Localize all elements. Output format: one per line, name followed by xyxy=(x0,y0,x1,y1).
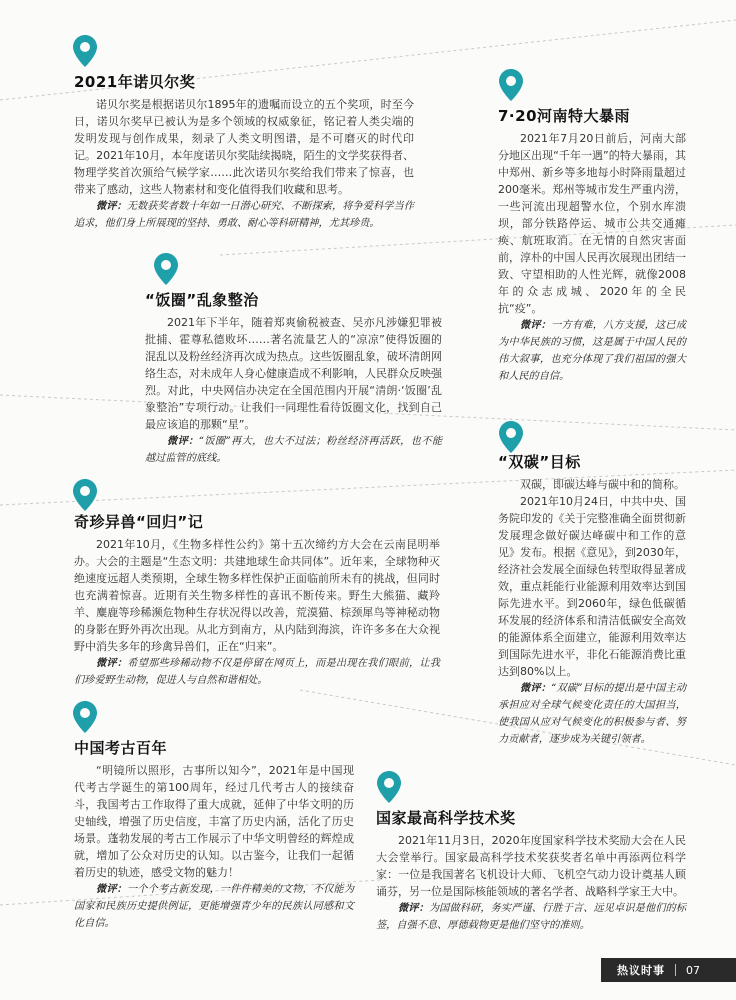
article-body: 2021年下半年，随着郑爽偷税被查、吴亦凡涉嫌犯罪被批捕、霍尊私德败坏……著名流量艺人的“凉凉”使得饭圈的混乱以及粉丝经济再次成为热点。这些饭圈乱象，破坏清朗网络生态，对未成年人身心健康造成不利影响，人民群众反映强烈。对此，中央网信办决定在全国范围内开展“清朗·‘饭圈’乱象整治”专项行动。让我们一同理性看待饭圈文化，找到自己最应该追的那颗“星”。 xyxy=(145,316,442,431)
article-comment xyxy=(74,881,354,932)
article-title: 7·20河南特大暴雨 xyxy=(498,107,631,125)
article-title: 中国考古百年 xyxy=(74,739,168,757)
footer-divider xyxy=(675,964,676,976)
article-body: 2021年10月，《生物多样性公约》第十五次缔约方大会在云南昆明举办。大会的主题是“生态文明：共建地球生命共同体”。近年来，全球物种灭绝速度远超人类预期，全球生物多样性保护正面临前所未有的挑战，但同时也充满着惊喜。近期有关生物多样性的喜讯不断传来。野生大熊猫、藏羚羊、麋鹿等珍稀濒危物种生存状况得以改善，荒漠猫、棕颈犀鸟等神秘动物的身影在野外再次出现。从北方到南方，从内陆到海滨，许许多多在大众视野中消失多年的珍禽异兽们，正在“归来”。 xyxy=(74,538,440,653)
comment-label: 微评： xyxy=(520,682,552,694)
article-comment xyxy=(498,317,686,385)
article-nobel xyxy=(74,72,414,232)
article-title: 2021年诺贝尔奖 xyxy=(74,73,196,91)
article-comment xyxy=(74,198,414,232)
map-pin-icon xyxy=(376,770,402,804)
article-keji xyxy=(376,808,686,934)
article-body: 2021年11月3日，2020年度国家科学技术奖励大会在人民大会堂举行。国家最高科学技术奖获奖者名单中再添两位科学家：一位是我国著名飞机设计大师、飞机空气动力设计奠基人顾诵芬，另一位是国际核能领域的著名学者、战略科学家王大中。 xyxy=(376,834,686,898)
footer-section xyxy=(601,958,710,982)
comment-label: 微评： xyxy=(96,883,127,895)
page-footer xyxy=(601,958,736,982)
comment-text: 希望那些珍稀动物不仅是停留在网页上，而是出现在我们眼前，让我们珍爱野生动物，促进人与自然和谐相处。 xyxy=(74,658,440,686)
article-body: 诺贝尔奖是根据诺贝尔1895年的遗嘱而设立的五个奖项，时至今日，诺贝尔奖早已被认为是多个领域的权威象征，铭记着人类尖端的发明发现与创作成果，刻录了人类文明图谱，是不可磨灭的时代印记。2021年10月，本年度诺贝尔奖陆续揭晓，陌生的文学奖获得者、物理学奖首次颁给气候学家……此次诺贝尔奖给我们带来了惊喜，也带来了感动，这些人物素材和变化值得我们收藏和思考。 xyxy=(74,98,414,196)
article-body: 2021年7月20日前后，河南大部分地区出现“千年一遇”的特大暴雨，其中郑州、新乡等多地每小时降雨量超过200毫米。郑州等城市发生严重内涝，一些河流出现超警水位，个别水库溃坝，部分铁路停运、城市公共交通瘫痪、航班取消。在无情的自然灾害面前，淳朴的中国人民再次展现出团结一致、守望相助的人性光辉，就像2008年的众志成城、2020年的全民抗“疫”。 xyxy=(498,132,686,315)
comment-text: 一方有难，八方支援，这已成为中华民族的习惯，这是属于中国人民的伟大叙事，也充分体现了我们祖国的强大和人民的自信。 xyxy=(498,320,687,382)
comment-label: 微评： xyxy=(520,319,552,331)
map-pin-icon xyxy=(72,478,98,512)
comment-label: 微评： xyxy=(96,657,128,669)
map-pin-icon xyxy=(153,252,179,286)
article-comment xyxy=(498,680,686,748)
article-kaogu xyxy=(74,738,354,932)
article-comment xyxy=(376,900,686,934)
comment-text: “双碳”目标的提出是中国主动承担应对全球气候变化责任的大国担当，使我国从应对气候变化的积极参与者、努力贡献者，逐步成为关键引领者。 xyxy=(498,683,687,745)
comment-label: 微评： xyxy=(96,200,127,212)
article-body: 双碳，即碳达峰与碳中和的简称。 xyxy=(520,478,685,491)
article-title: 奇珍异兽“回归”记 xyxy=(74,513,204,531)
article-comment xyxy=(145,433,442,467)
comment-text: 一个个考古新发现，一件件精美的文物，不仅能为国家和民族历史提供例证，更能增强青少年的民族认同感和文化自信。 xyxy=(74,884,355,929)
page-number: 07 xyxy=(686,963,700,977)
article-animals xyxy=(74,512,440,689)
section-name: 热议时事 xyxy=(617,964,665,977)
article-henan xyxy=(498,106,686,385)
article-title: “饭圈”乱象整治 xyxy=(145,291,259,309)
article-title: “双碳”目标 xyxy=(498,453,581,471)
comment-text: “饭圈”再大，也大不过法；粉丝经济再活跃，也不能越过监管的底线。 xyxy=(145,436,443,464)
article-shuangtan xyxy=(498,452,686,748)
article-body: 2021年10月24日，中共中央、国务院印发的《关于完整准确全面贯彻新发展理念做好碳达峰碳中和工作的意见》发布。根据《意见》，到2030年，经济社会发展全面绿色转型取得显著成效，重点耗能行业能源利用效率达到国际先进水平。到2060年，绿色低碳循环发展的经济体系和清洁低碳安全高效的能源体系全面建立，能源利用效率达到国际先进水平，非化石能源消费比重达到80%以上。 xyxy=(498,495,686,678)
comment-label: 微评： xyxy=(398,902,429,914)
article-fanquan xyxy=(145,290,442,467)
article-body: “明镜所以照形，古事所以知今”，2021年是中国现代考古学诞生的第100周年，经过几代考古人的接续奋斗，我国考古工作取得了重大成就，延伸了中华文明的历史轴线，增强了历史信度，丰富了历史内涵，活化了历史场景。蓬勃发展的考古工作展示了中华文明曾经的辉煌成就，增加了公众对历史的认知。以古鉴今，让我们一起循着历史的轨迹，感受文物的魅力！ xyxy=(74,764,354,879)
article-comment xyxy=(74,655,440,689)
map-pin-icon xyxy=(498,420,524,454)
comment-text: 为国做科研，务实严谨、行胜于言、远见卓识是他们的标签，自强不息、厚德载物更是他们坚守的准则。 xyxy=(376,903,687,931)
map-pin-icon xyxy=(72,700,98,734)
map-pin-icon xyxy=(72,34,98,68)
article-title: 国家最高科学技术奖 xyxy=(376,809,516,827)
footer-bar xyxy=(710,958,736,982)
comment-label: 微评： xyxy=(167,435,199,447)
comment-text: 无数获奖者数十年如一日潜心研究、不断探索，将争爱科学当作追求，他们身上所展现的坚持、勇敢、耐心等科研精神，尤其珍贵。 xyxy=(74,201,414,229)
map-pin-icon xyxy=(498,68,524,102)
